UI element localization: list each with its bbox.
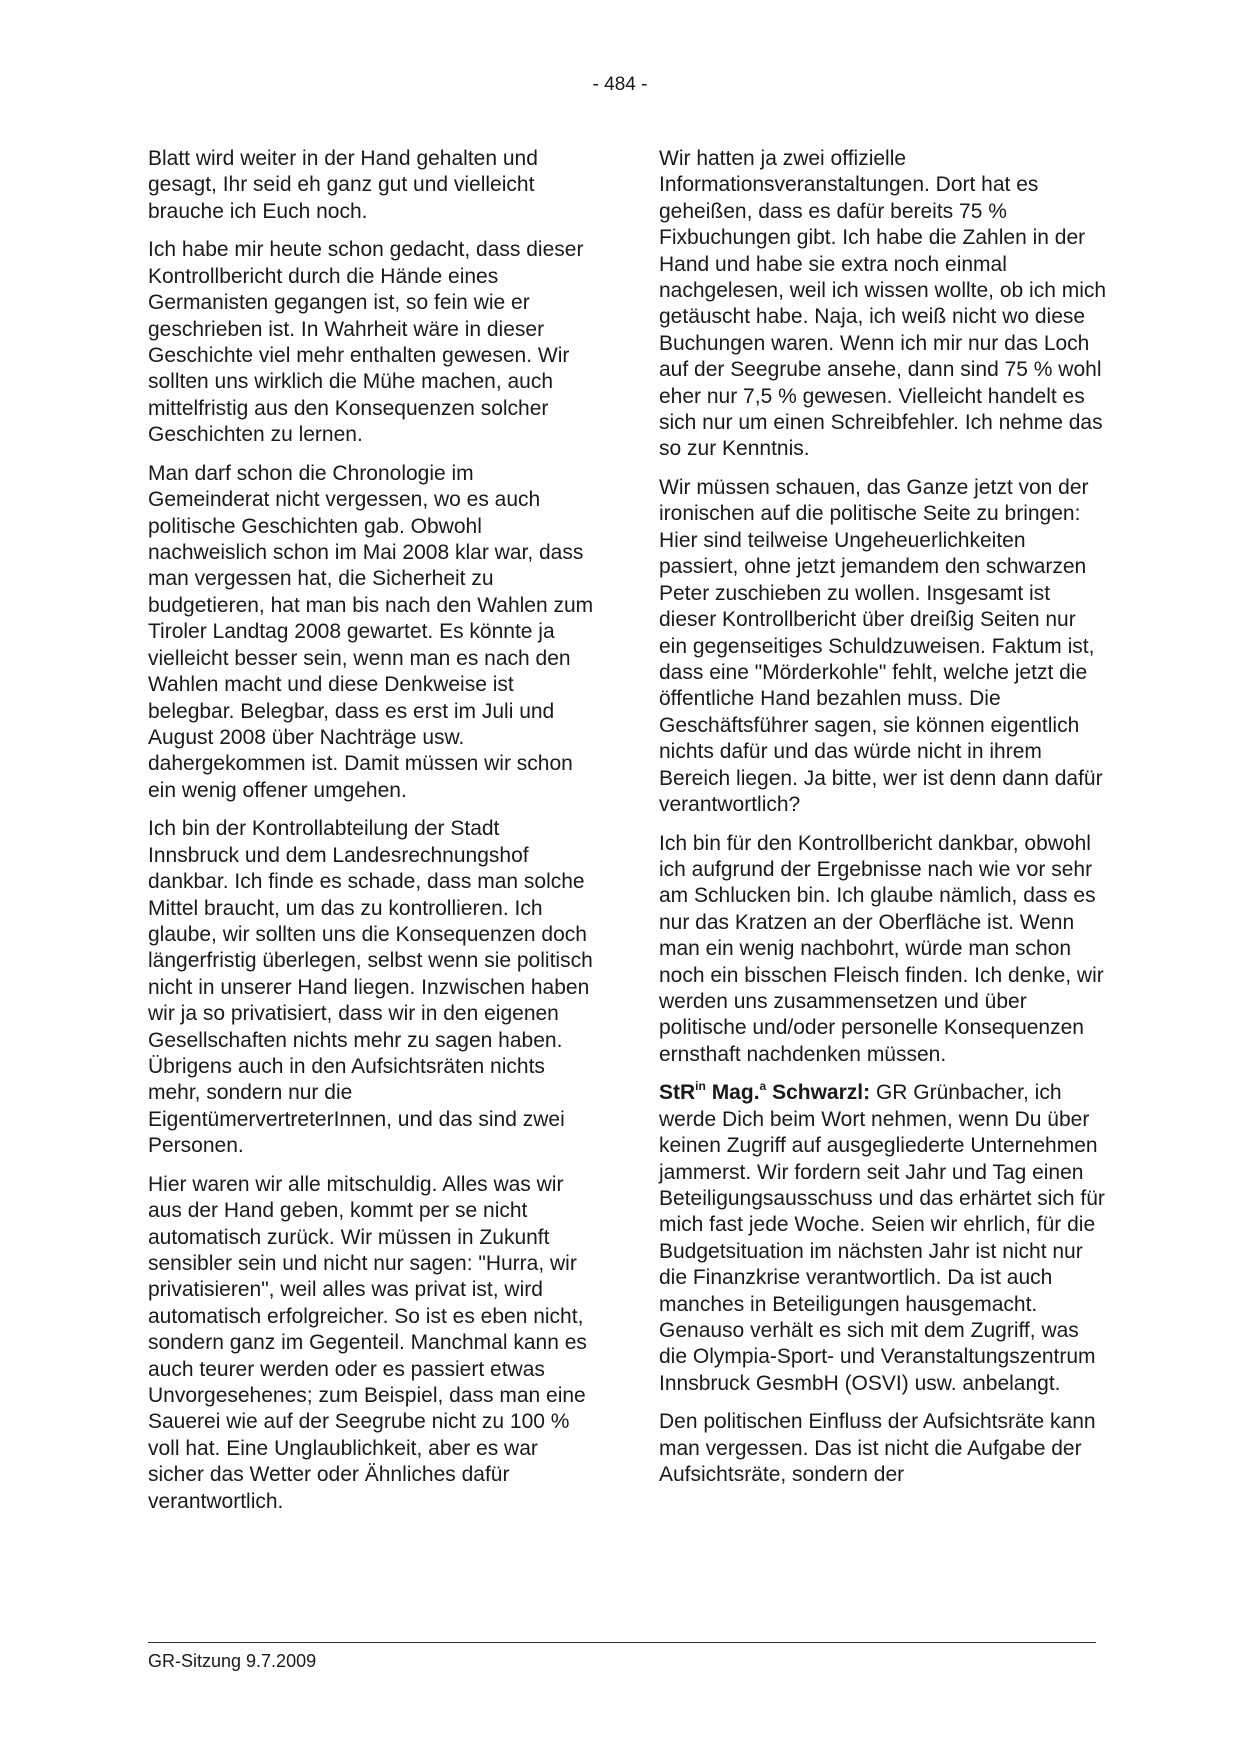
paragraph: Wir müssen schauen, das Ganze jetzt von der ironischen auf die politische Seite zu bringen: Hier sind teilweise Ungeheuerlichkeiten passiert, ohne jetzt jemandem den schwarzen Peter zuschieben zu wollen. Insgesamt ist dieser Kontrollbericht über dreißig Seiten nur ein gegenseitiges Schuldzuweisen. Faktum ist, dass eine "Mörderkohle" fehlt, welche jetzt die öffentliche Hand bezahlen muss. Die Geschäftsführer sagen, sie können eigentlich nichts dafür und das würde nicht in ihrem Bereich liegen. Ja bitte, wer ist denn dann dafür verantwortlich? — [659, 476, 1103, 816]
paragraph: Ich bin für den Kontrollbericht dankbar, obwohl ich aufgrund der Ergebnisse nach wie vor sehr am Schlucken bin. Ich glaube nämlich, dass es nur das Kratzen an der Oberfläche ist. Wenn man ein wenig nachbohrt, würde man schon noch ein bisschen Fleisch finden. Ich denke, wir werden uns zusammensetzen und über politische und/oder personelle Konsequenzen ernsthaft nachdenken müssen. — [659, 831, 1104, 1066]
page-number: - 484 - — [592, 74, 648, 95]
footer-text: GR-Sitzung 9.7.2009 — [148, 1651, 317, 1671]
paragraph: Hier waren wir alle mitschuldig. Alles was wir aus der Hand geben, kommt per se nicht automatisch zurück. Wir müssen in Zukunft sensibler sein und nicht nur sagen: "Hurra, wir privatisieren", weil alles was privat ist, wird automatisch erfolgreicher. So ist es eben nicht, sondern ganz im Gegenteil. Manchmal kann es auch teurer werden oder es passiert etwas Unvorgesehenes; zum Beispiel, dass man eine Sauerei wie auf der Seegrube nicht zu 100 % voll hat. Eine Unglaublichkeit, aber es war sicher das Wetter oder Ähnliches dafür verantwortlich. — [148, 1172, 587, 1513]
speaker-title-sup: in — [695, 1079, 706, 1094]
speaker-name-prefix: Mag. — [711, 1081, 760, 1105]
paragraph: Blatt wird weiter in der Hand gehalten und gesagt, Ihr seid eh ganz gut und vielleicht brauche ich Euch noch. — [148, 147, 538, 223]
paragraph: Ich bin der Kontrollabteilung der Stadt Innsbruck und dem Landesrechnungshof dankbar. Ich finde es schade, dass man solche Mittel braucht, um das zu kontrollieren. Ich glaube, wir sollten uns die Konsequenzen doch längerfristig überlegen, selbst wenn sie politisch nicht in unserer Hand liegen. Inzwischen haben wir ja so privatisiert, dass wir in den eigenen Gesellschaften nichts mehr zu sagen haben. Übrigens auch in den Aufsichtsräten nichts mehr, sondern nur die EigentümervertreterInnen, und das sind zwei Personen. — [148, 817, 593, 1158]
speaker-title: StR — [659, 1081, 696, 1105]
paragraph: Den politischen Einfluss der Aufsichtsräte kann man vergessen. Das ist nicht die Aufgabe der Aufsichtsräte, sondern der — [659, 1410, 1096, 1487]
paragraph: Ich habe mir heute schon gedacht, dass dieser Kontrollbericht durch die Hände eines Germanisten gegangen ist, so fein wie er geschrieben ist. In Wahrheit wäre in dieser Geschichte viel mehr enthalten gewesen. Wir sollten uns wirklich die Mühe machen, auch mittelfristig aus den Konsequenzen solcher Geschichten zu lernen. — [148, 238, 584, 447]
speaker-name-sup: a — [759, 1079, 767, 1094]
footer-rule — [148, 1642, 1096, 1643]
speaker-name: Schwarzl: — [772, 1081, 871, 1105]
left-column — [148, 146, 596, 1527]
paragraph: Wir hatten ja zwei offizielle Informationsveranstaltungen. Dort hat es geheißen, dass es dafür bereits 75 % Fixbuchungen gibt. Ich habe die Zahlen in der Hand und habe sie extra noch einmal nachgelesen, weil ich wissen wollte, ob ich mich getäuscht habe. Naja, ich weiß nicht wo diese Buchungen waren. Wenn ich mir nur das Loch auf der Seegrube ansehe, dann sind 75 % wohl eher nur 7,5 % gewesen. Vielleicht handelt es sich nur um einen Schreibfehler. Ich nehme das so zur Kenntnis. — [659, 147, 1107, 461]
speaker-label — [659, 1081, 870, 1104]
speaker-text: GR Grünbacher, ich werde Dich beim Wort nehmen, wenn Du über keinen Zugriff auf ausgegliederte Unternehmen jammerst. Wir fordern seit Jahr und Tag einen Beteiligungsausschuss und das erhärtet sich für mich fast jede Woche. Seien wir ehrlich, für die Budgetsituation im nächsten Jahr ist nicht nur die Finanzkrise verantwortlich. Da ist auch manches in Beteiligungen hausgemacht. Genauso verhält es sich mit dem Zugriff, was die Olympia-Sport- und Veranstaltungszentrum Innsbruck GesmbH (OSVI) usw. anbelangt. — [659, 1081, 1105, 1395]
right-column — [659, 146, 1107, 1501]
speaker-paragraph — [659, 1080, 1107, 1397]
paragraph: Man darf schon die Chronologie im Gemeinderat nicht vergessen, wo es auch politische Geschichten gab. Obwohl nachweislich schon im Mai 2008 klar war, dass man vergessen hat, die Sicherheit zu budgetieren, hat man bis nach den Wahlen zum Tiroler Landtag 2008 gewartet. Es könnte ja vielleicht besser sein, wenn man es nach den Wahlen macht und diese Denkweise ist belegbar. Belegbar, dass es erst im Juli und August 2008 über Nachträge usw. dahergekommen ist. Damit müssen wir schon ein wenig offener umgehen. — [148, 461, 594, 802]
